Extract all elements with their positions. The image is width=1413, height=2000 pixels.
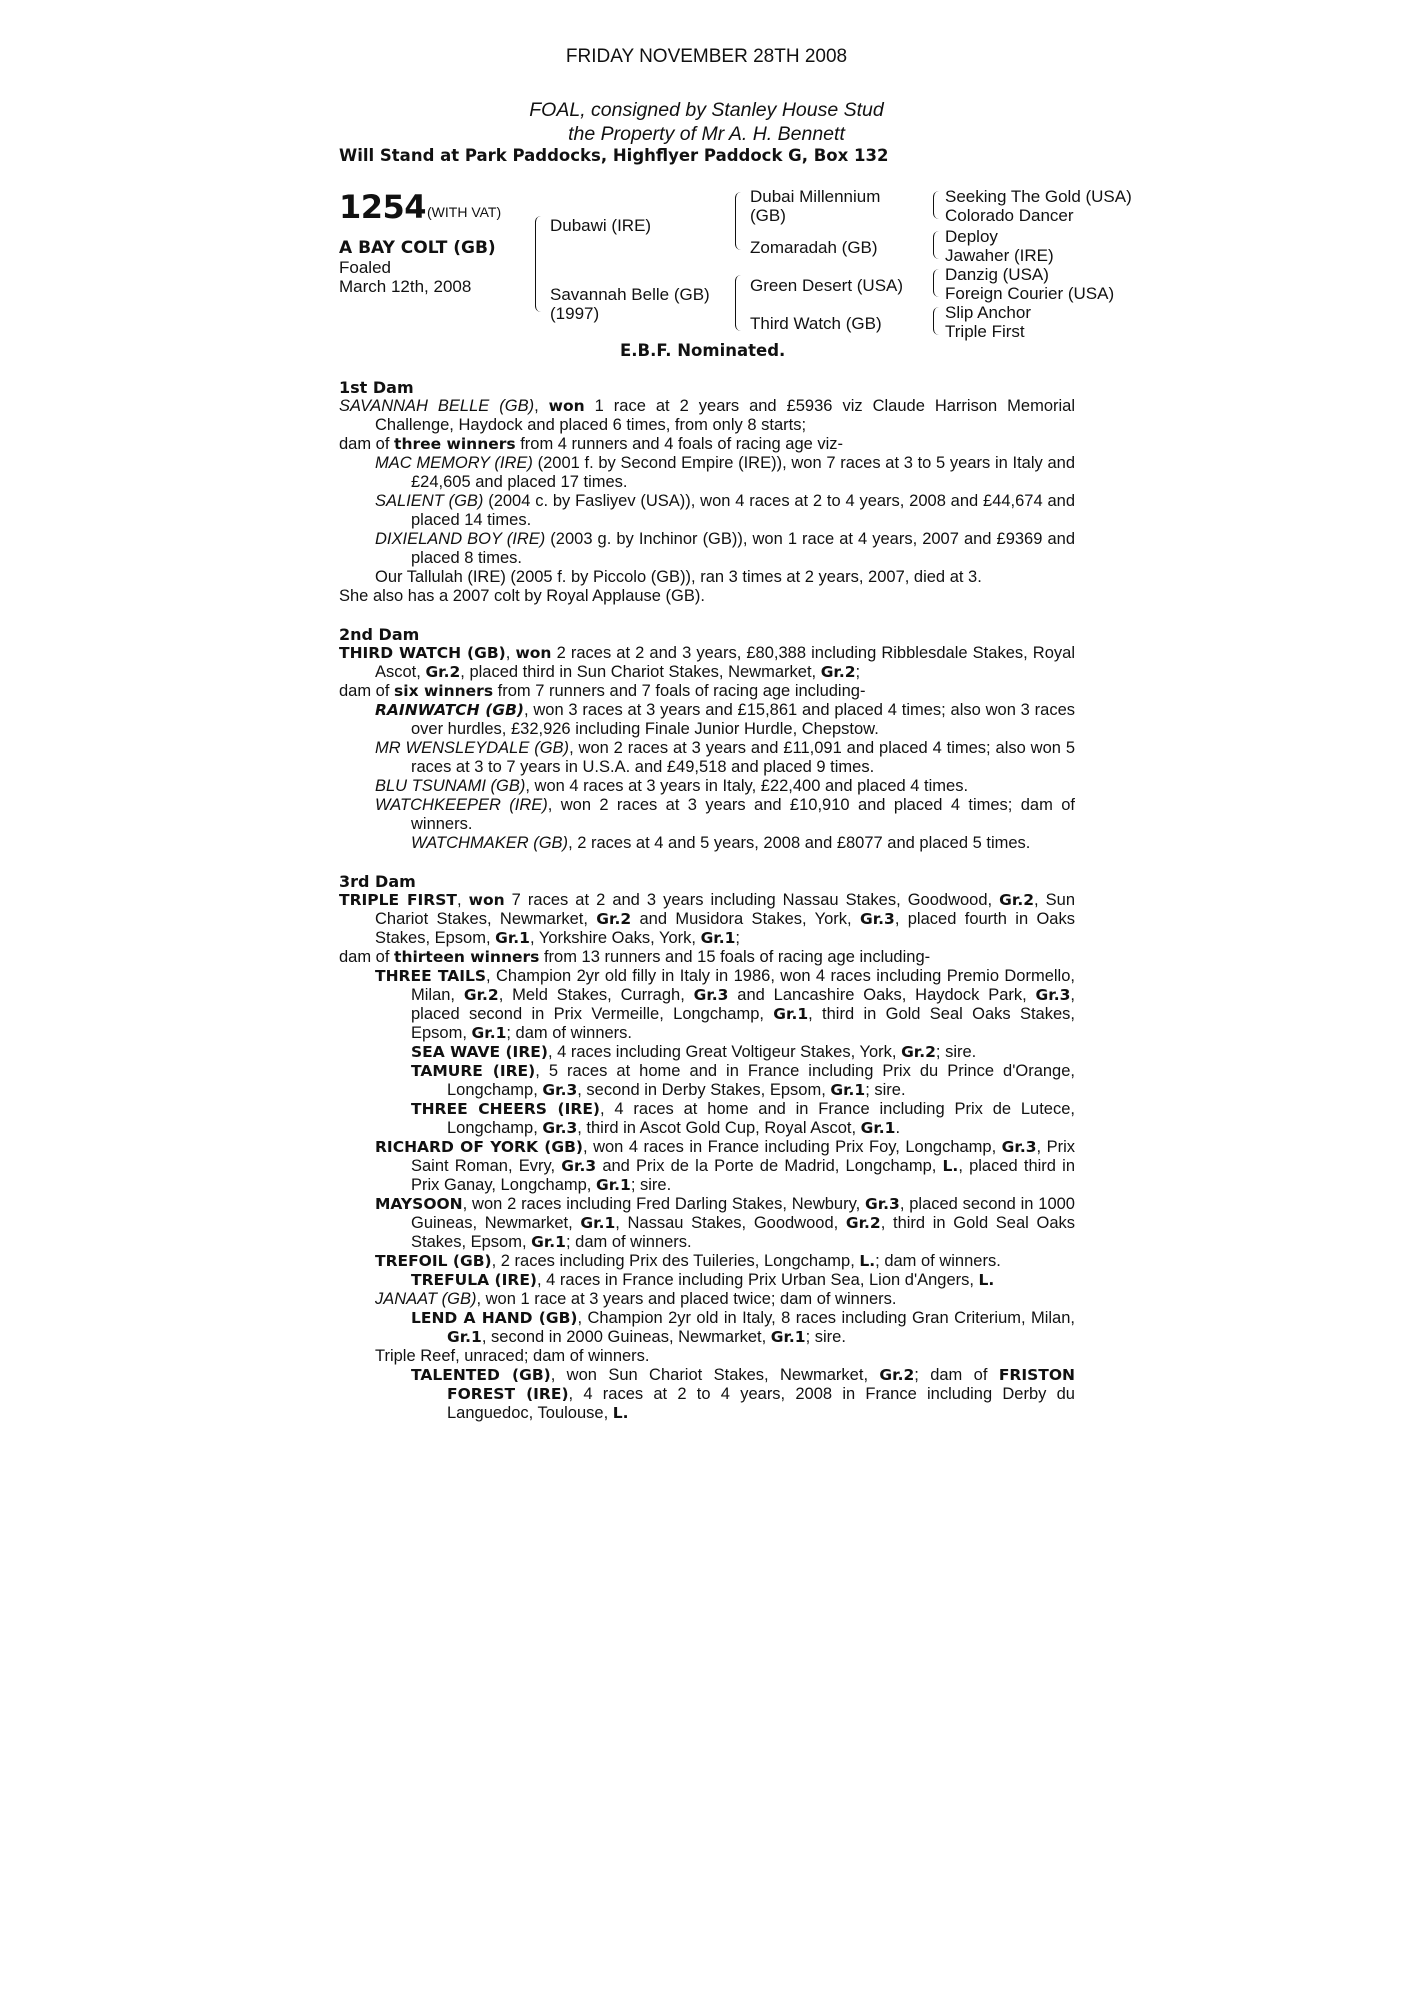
- produce-entry: BLU TSUNAMI (GB), won 4 races at 3 years in Italy, £22,400 and placed 4 times.: [375, 777, 969, 795]
- lot-number: 1254: [339, 188, 427, 226]
- produce-entry: LEND A HAND (GB), Champion 2yr old in Italy, 8 races including Gran Criterium, Milan, Gr.1, second in 2000 Guineas, Newmarket, Gr.1; sire.: [411, 1309, 1075, 1346]
- produce-entry: TREFOIL (GB), 2 races including Prix des Tuileries, Longchamp, L.; dam of winners.: [375, 1252, 1001, 1270]
- pedigree-brace-g2: [933, 231, 940, 259]
- pedigree-brace-g3: [933, 269, 940, 297]
- produce-record: [339, 378, 1075, 1423]
- pedigree-dam-sire: Green Desert (USA): [750, 276, 904, 295]
- produce-entry: Our Tallulah (IRE) (2005 f. by Piccolo (GB)), ran 3 times at 2 years, 2007, died at 3.: [375, 568, 982, 586]
- pedigree-gg-1: Seeking The Gold (USA): [945, 187, 1132, 206]
- second-dam-produce-summary: dam of six winners from 7 runners and 7 foals of racing age including-: [339, 682, 866, 700]
- pedigree-gg-8: Triple First: [945, 322, 1025, 341]
- sale-date: FRIDAY NOVEMBER 28TH 2008: [565, 46, 848, 67]
- pedigree-gg-4: Jawaher (IRE): [945, 246, 1054, 265]
- second-dam-entry: THIRD WATCH (GB), won 2 races at 2 and 3 years, £80,388 including Ribblesdale Stakes, Royal Ascot, Gr.2, placed third in Sun Chariot Stakes, Newmarket, Gr.2;: [339, 644, 1075, 681]
- produce-entry: TAMURE (IRE), 5 races at home and in France including Prix du Prince d'Orange, Longchamp, Gr.3, second in Derby Stakes, Epsom, Gr.1; sire.: [411, 1062, 1075, 1099]
- lot-description: A BAY COLT (GB): [339, 238, 496, 258]
- produce-entry: MAYSOON, won 2 races including Fred Darling Stakes, Newbury, Gr.3, placed second in 1000 Guineas, Newmarket, Gr.1, Nassau Stakes, Goodwood, Gr.2, third in Gold Seal Oaks Stakes, Epsom, Gr.1; dam of winners.: [375, 1195, 1075, 1251]
- pedigree-sire: Dubawi (IRE): [550, 216, 652, 235]
- pedigree-dam-year: (1997): [550, 304, 600, 323]
- pedigree-dam-dam: Third Watch (GB): [750, 314, 882, 333]
- produce-entry: RICHARD OF YORK (GB), won 4 races in France including Prix Foy, Longchamp, Gr.3, Prix Saint Roman, Evry, Gr.3 and Prix de la Porte de Madrid, Longchamp, L., placed third in Prix Ganay, Longchamp, Gr.1; sire.: [375, 1138, 1076, 1194]
- second-dam-heading: 2nd Dam: [339, 625, 420, 644]
- property-line: the Property of Mr A. H. Bennett: [568, 123, 845, 145]
- produce-entry: Triple Reef, unraced; dam of winners.: [375, 1347, 650, 1365]
- pedigree-gg-2: Colorado Dancer: [945, 206, 1074, 225]
- produce-entry: WATCHMAKER (GB), 2 races at 4 and 5 years, 2008 and £8077 and placed 5 times.: [411, 834, 1031, 852]
- pedigree-sire-dam: Zomaradah (GB): [750, 238, 878, 257]
- pedigree-brace-g1: [933, 191, 940, 219]
- third-dam-heading: 3rd Dam: [339, 872, 416, 891]
- produce-entry: TREFULA (IRE), 4 races in France including Prix Urban Sea, Lion d'Angers, L.: [411, 1271, 995, 1289]
- pedigree-brace-g4: [933, 307, 940, 335]
- produce-entry: MR WENSLEYDALE (GB), won 2 races at 3 years and £11,091 and placed 4 times; also won 5 races at 3 to 7 years in U.S.A. and £49,518 and placed 9 times.: [375, 739, 1076, 776]
- stand-location: Will Stand at Park Paddocks, Highflyer Paddock G, Box 132: [339, 146, 889, 165]
- pedigree-sire-sire-country: (GB): [750, 206, 786, 225]
- produce-entry: DIXIELAND BOY (IRE) (2003 g. by Inchinor (GB)), won 1 race at 4 years, 2007 and £9369 and placed 8 times.: [375, 530, 1075, 567]
- produce-note: She also has a 2007 colt by Royal Applause (GB).: [339, 587, 705, 605]
- pedigree-brace-main: [535, 216, 542, 312]
- produce-entry: JANAAT (GB), won 1 race at 3 years and placed twice; dam of winners.: [375, 1290, 897, 1308]
- produce-entry: TALENTED (GB), won Sun Chariot Stakes, Newmarket, Gr.2; dam of FRISTON FOREST (IRE), 4 races at 2 to 4 years, 2008 in France including Derby du Languedoc, Toulouse, L.: [411, 1366, 1075, 1422]
- pedigree-gg-7: Slip Anchor: [945, 303, 1031, 322]
- produce-entry: SALIENT (GB) (2004 c. by Fasliyev (USA)), won 4 races at 2 to 4 years, 2008 and £44,674 and placed 14 times.: [375, 492, 1075, 529]
- consignor-line: FOAL, consigned by Stanley House Stud: [529, 99, 884, 121]
- vat-label: (WITH VAT): [427, 204, 502, 220]
- foaled-date: March 12th, 2008: [339, 277, 472, 296]
- pedigree-dam: Savannah Belle (GB): [550, 285, 710, 304]
- first-dam-produce-summary: dam of three winners from 4 runners and 4 foals of racing age viz-: [339, 435, 844, 453]
- pedigree-gg-6: Foreign Courier (USA): [945, 284, 1115, 303]
- produce-entry: SEA WAVE (IRE), 4 races including Great Voltigeur Stakes, York, Gr.2; sire.: [411, 1043, 977, 1061]
- pedigree-brace-dam: [735, 275, 742, 331]
- pedigree-brace-sire: [735, 192, 742, 250]
- first-dam-heading: 1st Dam: [339, 378, 414, 397]
- produce-entry: THREE CHEERS (IRE), 4 races at home and in France including Prix de Lutece, Longchamp, Gr.3, third in Ascot Gold Cup, Royal Ascot, Gr.1.: [411, 1100, 1075, 1137]
- pedigree-sire-sire: Dubai Millennium: [750, 187, 881, 206]
- third-dam-produce-summary: dam of thirteen winners from 13 runners and 15 foals of racing age including-: [339, 948, 931, 966]
- pedigree-gg-3: Deploy: [945, 227, 998, 246]
- produce-entry: THREE TAILS, Champion 2yr old filly in Italy in 1986, won 4 races including Premio Dormello, Milan, Gr.2, Meld Stakes, Curragh, Gr.3 and Lancashire Oaks, Haydock Park, Gr.3, placed second in Prix Vermeille, Longchamp, Gr.1, third in Gold Seal Oaks Stakes, Epsom, Gr.1; dam of winners.: [375, 967, 1075, 1042]
- produce-entry: WATCHKEEPER (IRE), won 2 races at 3 years and £10,910 and placed 4 times; dam of winners.: [375, 796, 1075, 833]
- produce-entry: RAINWATCH (GB), won 3 races at 3 years and £15,861 and placed 4 times; also won 3 races over hurdles, £32,926 including Finale Junior Hurdle, Chepstow.: [375, 701, 1076, 738]
- produce-entry: MAC MEMORY (IRE) (2001 f. by Second Empire (IRE)), won 7 races at 3 to 5 years in Italy and £24,605 and placed 17 times.: [375, 454, 1075, 491]
- ebf-nomination: E.B.F. Nominated.: [620, 341, 786, 360]
- foaled-label: Foaled: [339, 258, 391, 277]
- first-dam-entry: SAVANNAH BELLE (GB), won 1 race at 2 years and £5936 viz Claude Harrison Memorial Challenge, Haydock and placed 6 times, from only 8 starts;: [339, 397, 1076, 434]
- third-dam-entry: TRIPLE FIRST, won 7 races at 2 and 3 years including Nassau Stakes, Goodwood, Gr.2, Sun Chariot Stakes, Newmarket, Gr.2 and Musidora Stakes, York, Gr.3, placed fourth in Oaks Stakes, Epsom, Gr.1, Yorkshire Oaks, York, Gr.1;: [339, 891, 1076, 947]
- pedigree-gg-5: Danzig (USA): [945, 265, 1049, 284]
